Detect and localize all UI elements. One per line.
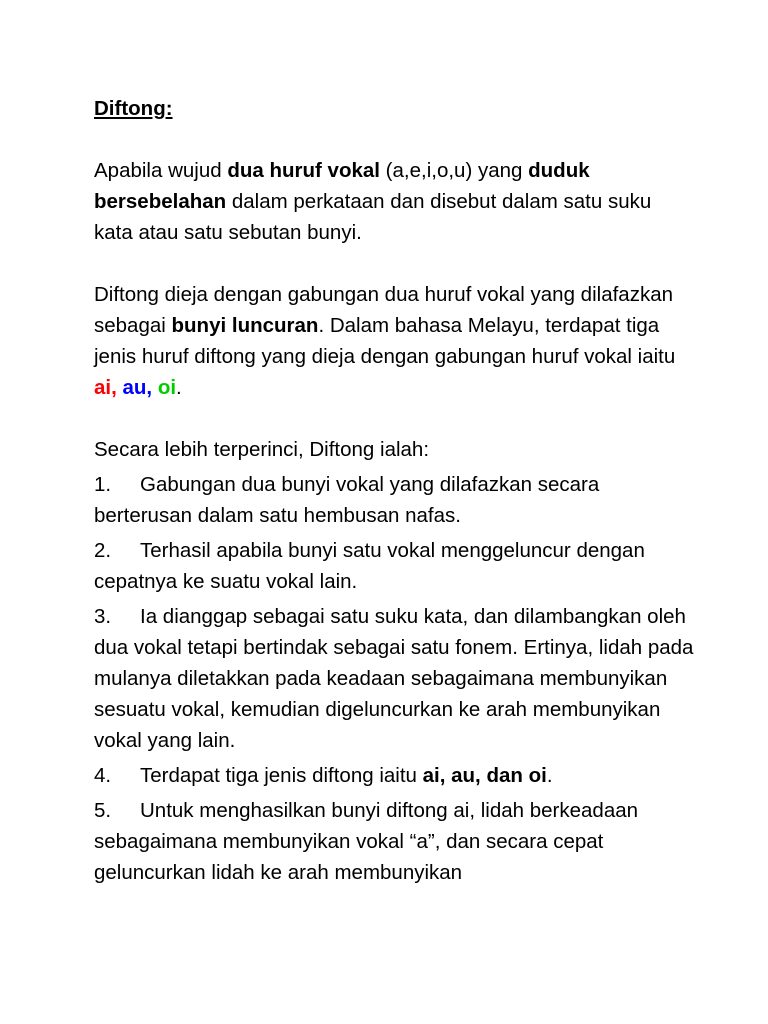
detail-list — [94, 469, 694, 888]
list-number: 2. — [94, 539, 112, 562]
definition-paragraph — [94, 155, 694, 248]
list-item — [94, 760, 694, 791]
list-number: 5. — [94, 799, 112, 822]
list-item — [94, 795, 694, 888]
text-span: Apabila wujud — [94, 159, 228, 182]
bold-term: bunyi luncuran — [171, 314, 319, 337]
bold-term: dua huruf vokal — [227, 159, 380, 182]
list-text: Terdapat tiga jenis diftong iaitu — [140, 764, 423, 787]
text-span: . Dalam bahasa Melayu, terdapat tiga jenis huruf diftong yang dieja dengan gabungan huruf vokal iaitu — [94, 314, 676, 368]
list-number: 3. — [94, 605, 112, 628]
diphthong-au: au, — [122, 376, 153, 399]
document-body — [94, 93, 694, 888]
diphthong-oi: oi — [157, 376, 177, 399]
text-span: . — [546, 764, 553, 787]
bold-term: duduk bersebelahan — [94, 159, 590, 213]
list-number: 4. — [94, 764, 112, 787]
list-intro: Secara lebih terperinci, Diftong ialah: — [94, 438, 430, 461]
list-number: 1. — [94, 473, 112, 496]
list-item — [94, 601, 694, 756]
list-text: Ia dianggap sebagai satu suku kata, dan dilambangkan oleh dua vokal tetapi bertindak sebagai satu fonem. Ertinya, lidah pada mulanya diletakkan pada keadaan sebagaimana membunyikan sesuatu vokal, kemudian digeluncurkan ke arah membunyikan vokal yang lain. — [94, 605, 694, 752]
bold-term: ai, au, dan oi — [422, 764, 547, 787]
list-text: Terhasil apabila bunyi satu vokal menggeluncur dengan cepatnya ke suatu vokal lain. — [94, 539, 645, 593]
text-span: . — [176, 376, 182, 399]
text-span: Diftong dieja dengan gabungan dua huruf vokal yang dilafazkan sebagai — [94, 283, 673, 337]
list-text: Untuk menghasilkan bunyi diftong ai, lidah berkeadaan sebagaimana membunyikan vokal “a”, dan secara cepat geluncurkan lidah ke arah membunyikan — [94, 799, 639, 884]
page-title: Diftong: — [94, 97, 173, 120]
text-span: dalam perkataan dan disebut dalam satu suku kata atau satu sebutan bunyi. — [94, 190, 652, 244]
diphthong-ai: ai, — [94, 376, 117, 399]
list-item — [94, 535, 694, 597]
list-text: Gabungan dua bunyi vokal yang dilafazkan secara berterusan dalam satu hembusan nafas. — [94, 473, 600, 527]
text-span: (a,e,i,o,u) yang — [379, 159, 529, 182]
spelling-paragraph — [94, 279, 694, 403]
list-item — [94, 469, 694, 531]
